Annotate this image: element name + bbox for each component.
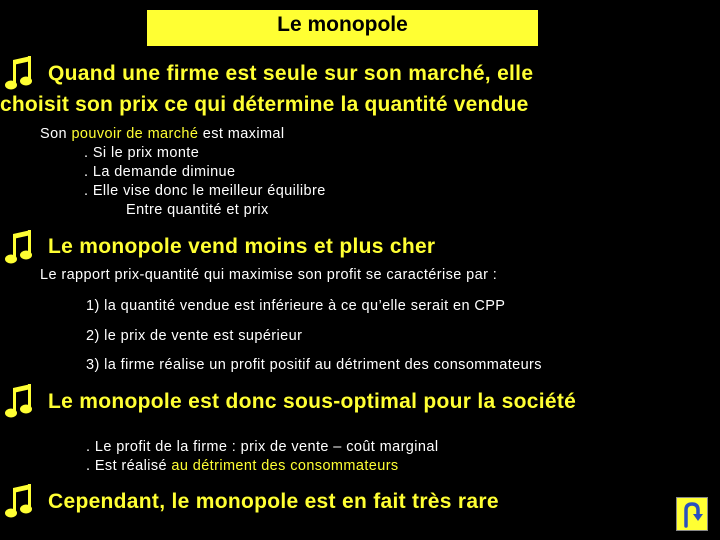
section1-heading-line1: Quand une firme est seule sur son marché, elle xyxy=(48,62,534,85)
music-note-icon xyxy=(4,226,36,268)
section2-item: 3) la firme réalise un profit positif au détriment des consommateurs xyxy=(86,357,542,373)
section3-heading: Le monopole est donc sous-optimal pour la société xyxy=(48,390,577,413)
return-arrow-icon xyxy=(677,498,707,530)
return-button[interactable] xyxy=(676,497,708,531)
section2-heading: Le monopole vend moins et plus cher xyxy=(48,235,436,258)
section2-intro: Le rapport prix-quantité qui maximise son profit se caractérise par : xyxy=(40,267,498,283)
section3-line: . Est réalisé au détriment des consommateurs xyxy=(86,458,399,474)
section4-heading: Cependant, le monopole est en fait très rare xyxy=(48,490,499,513)
section1-body xyxy=(40,125,326,220)
section2-item: 1) la quantité vendue est inférieure à ce qu’elle serait en CPP xyxy=(86,298,506,314)
music-note-icon xyxy=(4,52,36,94)
section1-point: . La demande diminue xyxy=(84,164,236,180)
section1-heading-line2: choisit son prix ce qui détermine la quantité vendue xyxy=(0,93,529,116)
section1-point: . Si le prix monte xyxy=(84,145,200,161)
section1-continuation: Entre quantité et prix xyxy=(126,202,269,218)
music-note-icon xyxy=(4,380,36,422)
market-power-highlight: pouvoir de marché xyxy=(71,126,199,142)
section3-line: . Le profit de la firme : prix de vente – coût marginal xyxy=(86,439,439,455)
consumers-highlight: au détriment des consommateurs xyxy=(171,458,399,474)
section3-body xyxy=(86,438,438,476)
section1-intro: Son pouvoir de marché est maximal xyxy=(40,126,285,142)
section2-item: 2) le prix de vente est supérieur xyxy=(86,328,303,344)
music-note-icon xyxy=(4,480,36,522)
page-title: Le monopole xyxy=(147,10,538,46)
section1-point: . Elle vise donc le meilleur équilibre xyxy=(84,183,326,199)
